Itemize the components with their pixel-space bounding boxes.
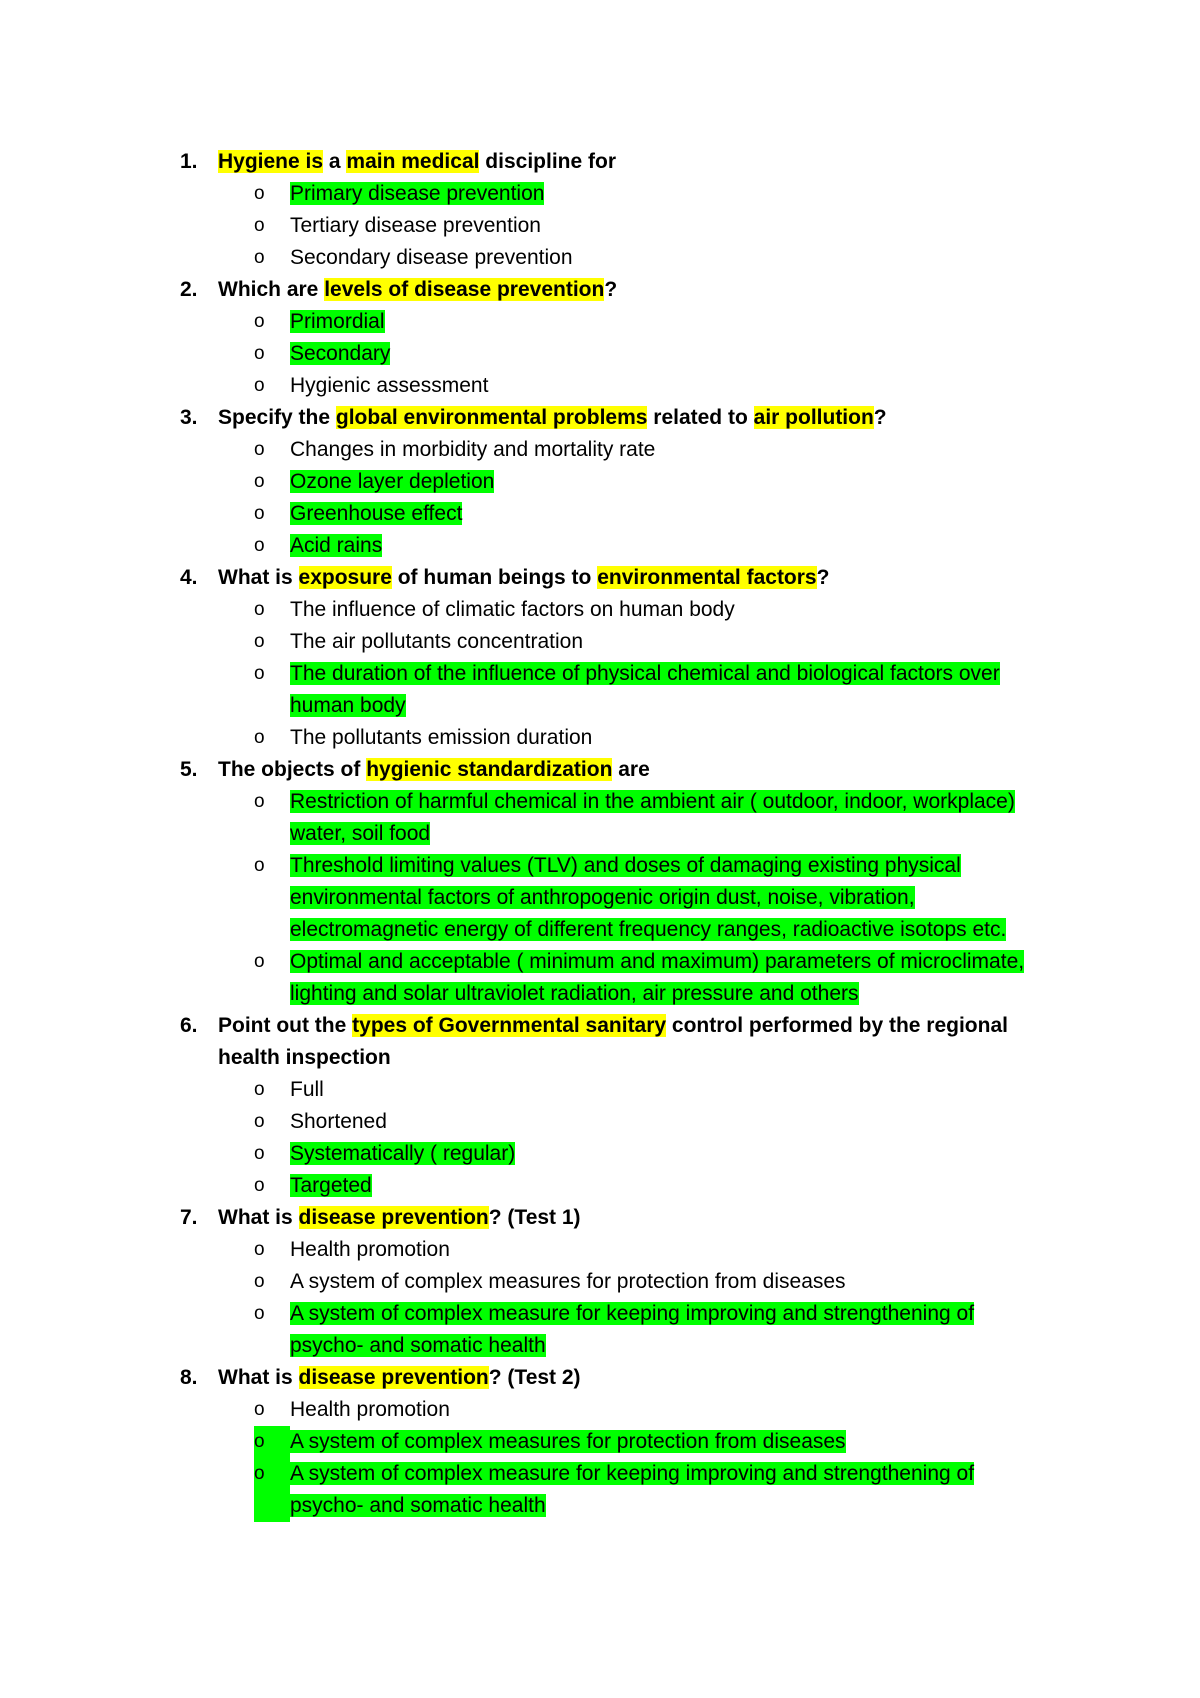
bullet-icon: o [254, 1303, 265, 1324]
question-text-segment: ? [816, 566, 830, 589]
question-number: 7. [180, 1206, 198, 1229]
bullet-icon: o [254, 663, 265, 684]
answer-option [170, 850, 1070, 946]
question-6 [170, 1010, 1070, 1074]
answer-text: Changes in morbidity and mortality rate [290, 438, 656, 461]
question-number: 3. [180, 406, 198, 429]
answer-text: The pollutants emission duration [290, 726, 593, 749]
bullet-icon: o [254, 631, 265, 652]
answer-option [170, 1074, 1070, 1106]
question-text [218, 146, 1070, 178]
answer-option [170, 786, 1070, 850]
bullet-icon: o [254, 247, 265, 268]
correct-answer-text: A system of complex measure for keeping improving and strengthening of psycho- and somatic health [290, 1462, 975, 1517]
answer-option [170, 1170, 1070, 1202]
question-text [218, 1362, 1070, 1394]
answer-option [170, 178, 1070, 210]
question-text-segment: related to [647, 406, 754, 429]
question-number: 1. [180, 150, 198, 173]
answer-text: Shortened [290, 1110, 387, 1133]
correct-answer-text: Optimal and acceptable ( minimum and maximum) parameters of microclimate, lighting and solar ultraviolet radiation, air pressure and others [290, 950, 1025, 1005]
correct-answer-text: The duration of the influence of physical chemical and biological factors over human body [290, 662, 1000, 717]
answer-text: Health promotion [290, 1238, 450, 1261]
highlighted-keyword: exposure [298, 566, 392, 589]
answer-option [170, 946, 1070, 1010]
answer-option [170, 370, 1070, 402]
question-text [218, 274, 1070, 306]
answer-option [170, 626, 1070, 658]
bullet-icon: o [254, 1079, 265, 1100]
question-text-segment: Point out the [218, 1014, 353, 1037]
question-text [218, 754, 1070, 786]
bullet-icon: o [254, 183, 265, 204]
correct-answer-text: A system of complex measures for protection from diseases [290, 1430, 846, 1453]
highlighted-keyword: global environmental problems [335, 406, 648, 429]
answer-option [170, 466, 1070, 498]
bullet-icon: o [254, 727, 265, 748]
bullet-icon: o [254, 311, 265, 332]
highlighted-keyword: main medical [346, 150, 480, 173]
bullet-icon: o [254, 1426, 290, 1458]
bullet-icon: o [254, 1143, 265, 1164]
answer-text: Secondary disease prevention [290, 246, 573, 269]
answer-text: The air pollutants concentration [290, 630, 584, 653]
highlighted-keyword: types of Governmental sanitary [352, 1014, 667, 1037]
question-5 [170, 754, 1070, 786]
answer-text: Health promotion [290, 1398, 450, 1421]
answer-option [170, 498, 1070, 530]
highlighted-keyword: environmental factors [597, 566, 817, 589]
question-number: 5. [180, 758, 198, 781]
question-list [170, 146, 1070, 1522]
answer-text: Hygienic assessment [290, 374, 489, 397]
bullet-icon: o [254, 343, 265, 364]
bullet-icon: o [254, 471, 265, 492]
answer-option [170, 1106, 1070, 1138]
correct-answer-text: Acid rains [290, 534, 383, 557]
question-number: 8. [180, 1366, 198, 1389]
answer-option [170, 722, 1070, 754]
bullet-icon: o [254, 439, 265, 460]
question-text [218, 562, 1070, 594]
answer-option [170, 1394, 1070, 1426]
question-text-segment: a [323, 150, 347, 173]
question-text-segment: What is [218, 1206, 299, 1229]
question-text-segment: ? [873, 406, 887, 429]
bullet-icon: o [254, 1271, 265, 1292]
answer-option [170, 210, 1070, 242]
answer-text: The influence of climatic factors on human body [290, 598, 735, 621]
question-8 [170, 1362, 1070, 1394]
answer-option [170, 1234, 1070, 1266]
question-number: 4. [180, 566, 198, 589]
answer-option [170, 338, 1070, 370]
answer-option [170, 1138, 1070, 1170]
answer-option [170, 594, 1070, 626]
question-text [218, 402, 1070, 434]
question-text-segment: The objects of [218, 758, 367, 781]
answer-option [170, 1266, 1070, 1298]
correct-answer-text: Secondary [290, 342, 391, 365]
correct-answer-text: Greenhouse effect [290, 502, 463, 525]
question-2 [170, 274, 1070, 306]
bullet-icon: o [254, 503, 265, 524]
bullet-icon: o [254, 1111, 265, 1132]
answer-text: Full [290, 1078, 324, 1101]
answer-text: Tertiary disease prevention [290, 214, 541, 237]
bullet-icon: o [254, 1175, 265, 1196]
answer-text: A system of complex measures for protection from diseases [290, 1270, 846, 1293]
question-text-segment: What is [218, 566, 299, 589]
correct-answer-text: Threshold limiting values (TLV) and doses of damaging existing physical environmental factors of anthropogenic origin dust, noise, vibration, electromagnetic energy of different frequency ranges, radioactive isotops etc. [290, 854, 1007, 941]
correct-answer-text: A system of complex measure for keeping improving and strengthening of psycho- and somatic health [290, 1302, 975, 1357]
answer-option [170, 530, 1070, 562]
question-text [218, 1010, 1070, 1074]
question-text-segment: Specify the [218, 406, 336, 429]
question-text-segment: What is [218, 1366, 299, 1389]
question-4 [170, 562, 1070, 594]
highlighted-keyword: hygienic standardization [366, 758, 613, 781]
question-3 [170, 402, 1070, 434]
bullet-icon: o [254, 215, 265, 236]
bullet-icon: o [254, 1239, 265, 1260]
highlighted-keyword: Hygiene is [218, 150, 324, 173]
highlighted-keyword: air pollution [753, 406, 874, 429]
bullet-icon: o [254, 855, 265, 876]
answer-option [170, 1298, 1070, 1362]
answer-option [170, 434, 1070, 466]
question-number: 2. [180, 278, 198, 301]
question-text-segment: ? [604, 278, 618, 301]
question-1 [170, 146, 1070, 178]
answer-option [170, 306, 1070, 338]
correct-answer-text: Targeted [290, 1174, 372, 1197]
question-text [218, 1202, 1070, 1234]
bullet-icon: o [254, 375, 265, 396]
correct-answer-text: Systematically ( regular) [290, 1142, 516, 1165]
question-7 [170, 1202, 1070, 1234]
highlighted-keyword: levels of disease prevention [324, 278, 605, 301]
question-number: 6. [180, 1014, 198, 1037]
bullet-icon: o [254, 599, 265, 620]
answer-option [170, 1458, 1070, 1522]
highlighted-keyword: disease prevention [298, 1206, 489, 1229]
answer-option [170, 658, 1070, 722]
question-text-segment: discipline for [479, 150, 616, 173]
question-text-segment: ? (Test 1) [488, 1206, 581, 1229]
bullet-icon: o [254, 791, 265, 812]
bullet-icon: o [254, 951, 265, 972]
question-text-segment: are [612, 758, 650, 781]
question-text-segment: ? (Test 2) [488, 1366, 581, 1389]
correct-answer-text: Primary disease prevention [290, 182, 545, 205]
bullet-icon: o [254, 535, 265, 556]
question-text-segment: Which are [218, 278, 325, 301]
answer-option [170, 242, 1070, 274]
bullet-icon: o [254, 1399, 265, 1420]
bullet-icon: o [254, 1458, 290, 1522]
question-text-segment: control performed by the regional health inspection [218, 1014, 1008, 1069]
correct-answer-text: Restriction of harmful chemical in the ambient air ( outdoor, indoor, workplace) water, soil food [290, 790, 1015, 845]
correct-answer-text: Ozone layer depletion [290, 470, 495, 493]
answer-option [170, 1426, 1070, 1458]
highlighted-keyword: disease prevention [298, 1366, 489, 1389]
question-text-segment: of human beings to [391, 566, 598, 589]
correct-answer-text: Primordial [290, 310, 385, 333]
